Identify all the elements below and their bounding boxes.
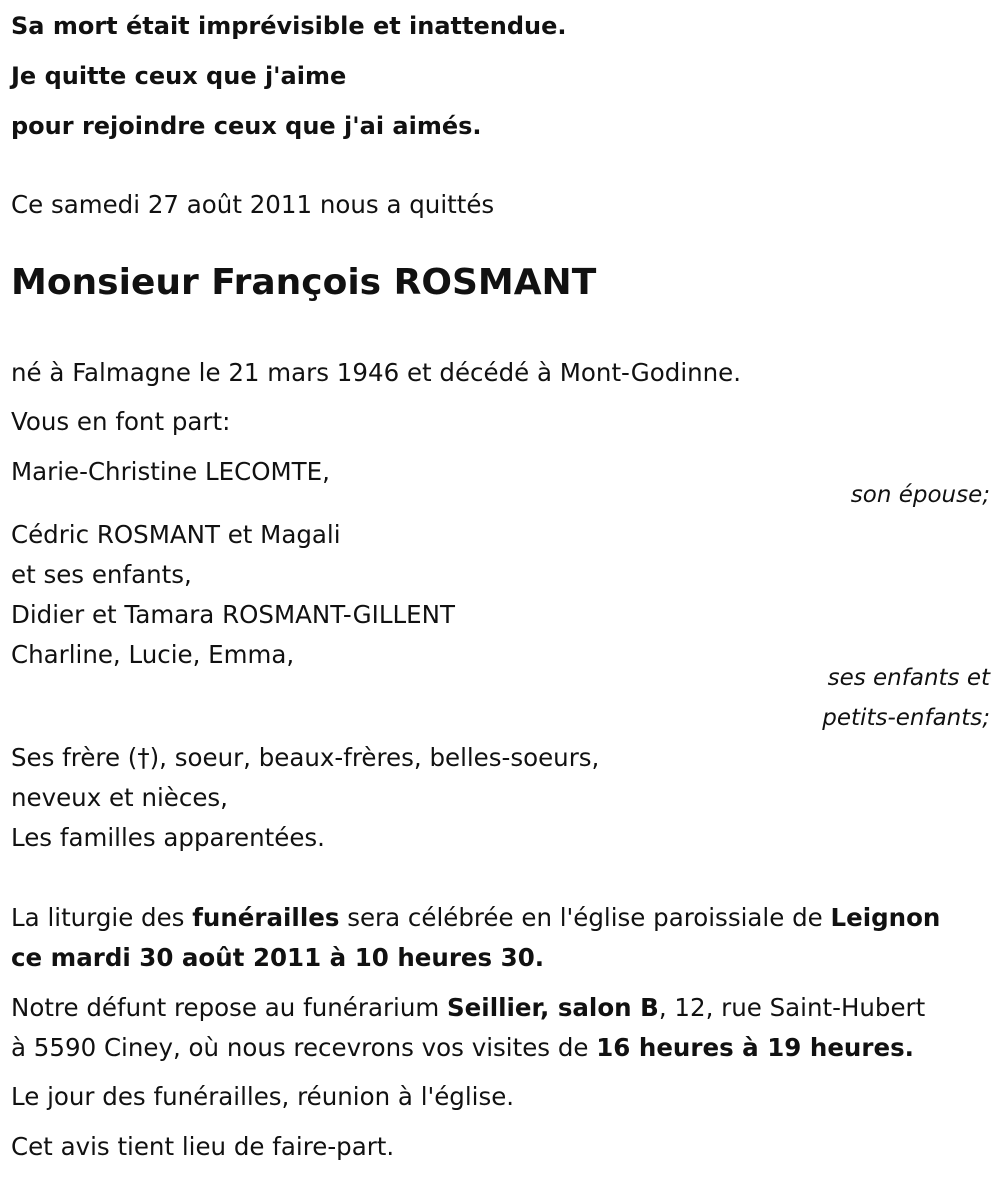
rest-address: , 12, rue Saint-Hubert <box>658 993 926 1022</box>
funeral-text: sera célébrée en l'église paroissiale de <box>339 903 831 932</box>
funeral-text: La liturgie des <box>11 903 193 932</box>
funeral-paragraph-line-1 <box>11 903 941 932</box>
funerarium-name: Seillier, salon B <box>447 993 659 1022</box>
children-line-3: Didier et Tamara ROSMANT-GILLENT <box>11 600 455 629</box>
funeral-place: Leignon <box>830 903 941 932</box>
epigraph-line-3: pour rejoindre ceux que j'ai aimés. <box>11 112 482 140</box>
children-line-4: Charline, Lucie, Emma, <box>11 640 295 669</box>
children-relation-2: petits-enfants; <box>822 705 990 731</box>
closing-text: Cet avis tient lieu de faire-part. <box>11 1132 395 1161</box>
funeral-date: ce mardi 30 août 2011 à 10 heures 30. <box>11 943 545 972</box>
funeral-word: funérailles <box>192 903 340 932</box>
meeting-text: Le jour des funérailles, réunion à l'église. <box>11 1082 515 1111</box>
epigraph-line-2: Je quitte ceux que j'aime <box>11 62 347 90</box>
family-line-3: Les familles apparentées. <box>11 823 325 852</box>
deceased-name: Monsieur François ROSMANT <box>11 262 597 303</box>
spouse-name: Marie-Christine LECOMTE, <box>11 457 330 486</box>
rest-paragraph-line-2 <box>11 1033 914 1062</box>
family-line-2: neveux et nièces, <box>11 783 228 812</box>
intro-text: Ce samedi 27 août 2011 nous a quittés <box>11 190 495 219</box>
epigraph-line-1: Sa mort était imprévisible et inattendue. <box>11 12 567 40</box>
rest-text: à 5590 Ciney, où nous recevrons vos visites de <box>11 1033 597 1062</box>
children-relation-1: ses enfants et <box>827 665 990 691</box>
spouse-relation: son épouse; <box>850 482 990 508</box>
children-line-1: Cédric ROSMANT et Magali <box>11 520 341 549</box>
rest-text: Notre défunt repose au funérarium <box>11 993 448 1022</box>
rest-paragraph-line-1 <box>11 993 926 1022</box>
birth-death-text: né à Falmagne le 21 mars 1946 et décédé à Mont-Godinne. <box>11 358 742 387</box>
announce-text: Vous en font part: <box>11 407 231 436</box>
family-line-1: Ses frère (†), soeur, beaux-frères, belles-soeurs, <box>11 743 600 772</box>
visiting-hours: 16 heures à 19 heures. <box>596 1033 914 1062</box>
children-line-2: et ses enfants, <box>11 560 192 589</box>
